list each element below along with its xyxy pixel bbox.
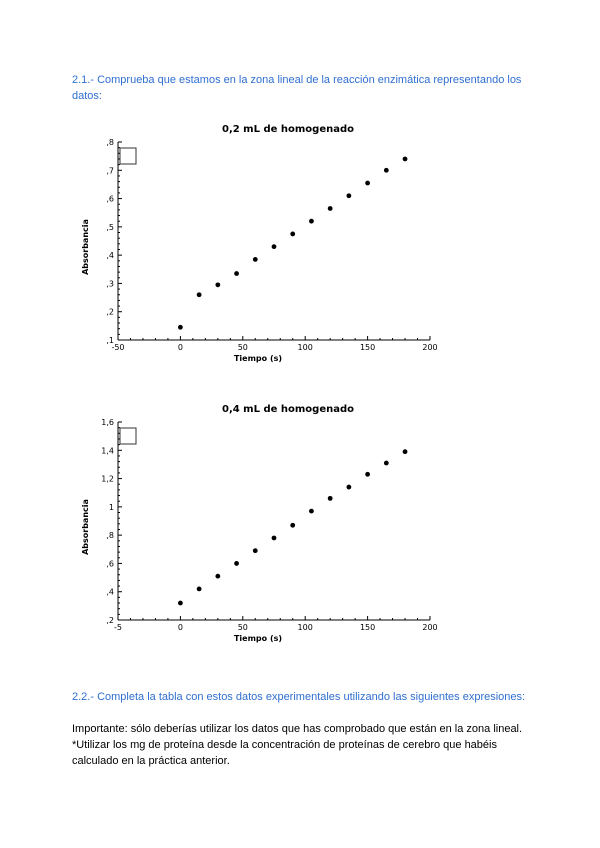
data-point [328, 206, 333, 211]
data-point [197, 586, 202, 591]
data-point [403, 157, 408, 162]
y-tick-label: ,6 [106, 194, 114, 204]
x-tick-label: -5 [114, 623, 122, 632]
data-point [403, 449, 408, 454]
x-tick-label: 100 [297, 343, 313, 352]
data-point [197, 292, 202, 297]
y-tick-label: ,5 [106, 222, 114, 232]
data-point [215, 574, 220, 579]
data-point [272, 536, 277, 541]
x-tick-label: 0 [177, 343, 183, 352]
data-point [253, 548, 258, 553]
x-tick-label: 50 [237, 343, 248, 352]
data-point [290, 232, 295, 237]
data-point [178, 325, 183, 330]
chart-0-2ml-homogenado [0, 118, 600, 380]
data-point [365, 181, 370, 186]
x-tick-label: 150 [359, 343, 376, 352]
legend-box [120, 428, 136, 444]
data-point [346, 193, 351, 198]
legend-box [120, 148, 136, 164]
y-tick-label: ,8 [106, 138, 114, 147]
data-point [365, 472, 370, 477]
data-point [309, 509, 314, 514]
y-tick-label: ,2 [106, 616, 114, 625]
data-point [215, 282, 220, 287]
y-tick-label: ,3 [106, 279, 114, 289]
data-point [328, 496, 333, 501]
x-tick-label: 200 [422, 343, 438, 352]
chart-0-4ml-homogenado [0, 398, 600, 660]
x-tick-label: 200 [422, 623, 438, 632]
data-point [234, 561, 239, 566]
y-tick-label: ,1 [106, 336, 114, 345]
data-point [178, 601, 183, 606]
x-tick-label: 50 [237, 623, 248, 632]
chart-title: 0,4 mL de homogenado [221, 404, 355, 415]
x-tick-label: -50 [111, 343, 125, 352]
y-tick-label: 1 [108, 502, 114, 512]
data-point [253, 257, 258, 262]
data-point [384, 168, 389, 173]
data-point [346, 485, 351, 490]
important-note: Importante: sólo deberías utilizar los datos que has comprobado que están en la zona lineal. [72, 723, 523, 735]
y-tick-label: ,6 [106, 559, 114, 569]
protein-note: *Utilizar los mg de proteína desde la concentración de proteínas de cerebro que habéis calculado en la práctica anterior. [72, 739, 497, 767]
data-point [234, 271, 239, 276]
y-tick-label: ,7 [106, 166, 114, 176]
x-axis-label: Tiempo (s) [233, 634, 283, 643]
x-tick-label: 100 [297, 623, 313, 632]
section-2-1-heading: 2.1.- Comprueba que estamos en la zona lineal de la reacción enzimática representando los datos: [72, 74, 522, 102]
data-point [272, 244, 277, 249]
data-point [309, 219, 314, 224]
y-tick-label: ,2 [106, 307, 114, 317]
y-axis-label: Absorbancia [81, 219, 90, 275]
x-tick-label: 150 [359, 623, 376, 632]
y-tick-label: 1,6 [101, 418, 114, 427]
chart-title: 0,2 mL de homogenado [221, 124, 355, 135]
section-2-2-heading: 2.2.- Completa la tabla con estos datos experimentales utilizando las siguientes expresiones: [72, 691, 526, 703]
y-axis-label: Absorbancia [81, 499, 90, 555]
y-tick-label: 1,2 [101, 474, 114, 484]
y-tick-label: ,4 [106, 587, 114, 597]
x-tick-label: 0 [177, 623, 183, 632]
y-tick-label: ,8 [106, 531, 114, 541]
y-tick-label: 1,4 [101, 446, 114, 456]
y-tick-label: ,4 [106, 251, 114, 261]
x-axis-label: Tiempo (s) [233, 354, 283, 363]
data-point [290, 523, 295, 528]
data-point [384, 461, 389, 466]
